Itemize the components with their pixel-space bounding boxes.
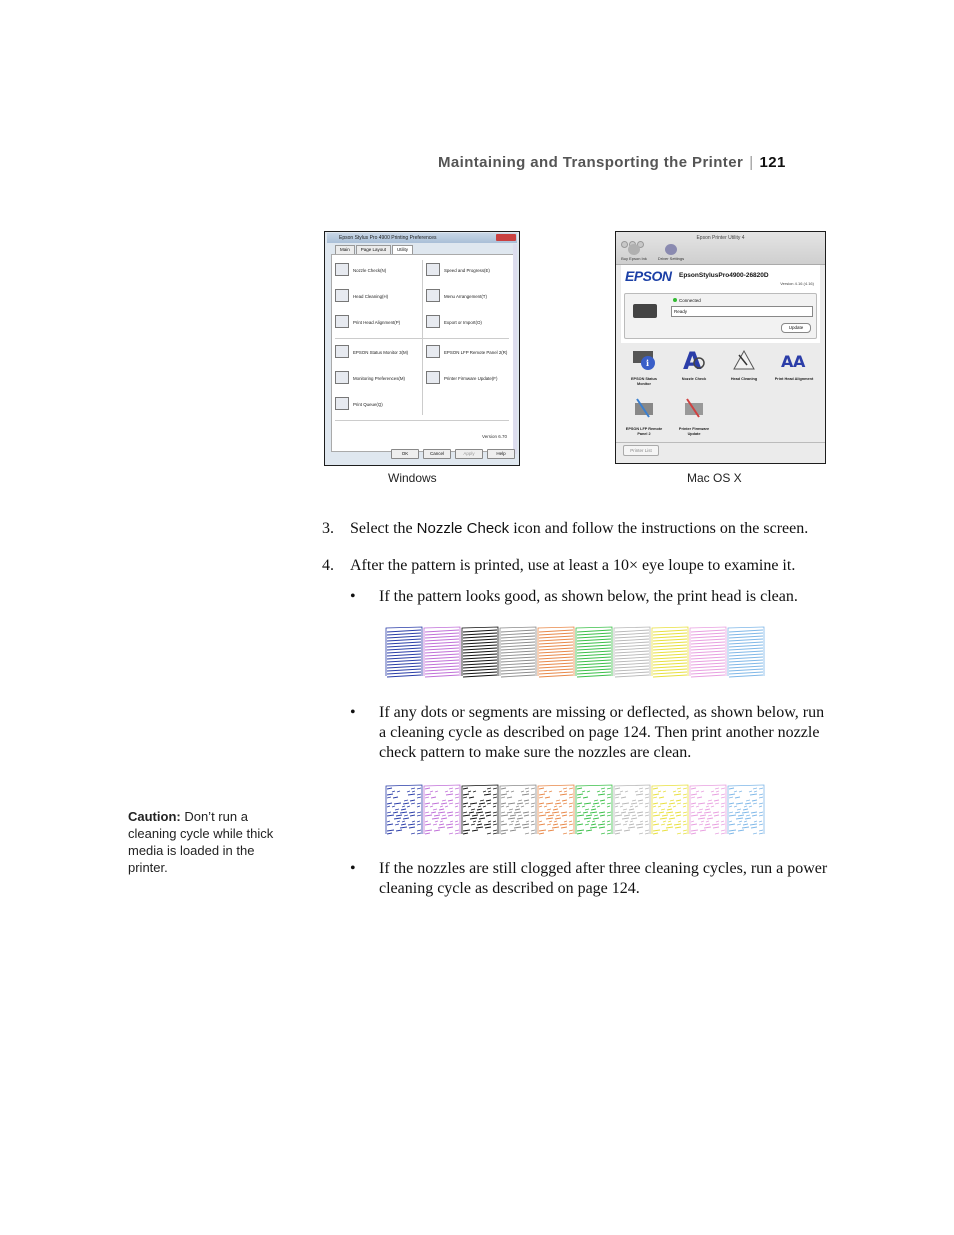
window-controls [496,234,516,241]
nozzle-block [500,785,536,834]
tab-utility[interactable]: Utility [392,245,413,254]
nozzle-block [690,627,726,677]
version-label: Version 4.16 (4.16) [780,281,814,286]
ink-icon [628,244,640,255]
menu-arrangement-icon[interactable] [426,289,440,302]
print-queue-icon[interactable] [335,397,349,410]
nozzle-block [538,785,574,834]
bullet-mark: • [350,588,356,605]
nozzle-block [500,627,536,677]
tool-label: Print Head Alignment [774,377,814,381]
printer-model: EpsonStylusPro4900-26820D [679,272,769,279]
step-text-after: icon and follow the instructions on the screen. [509,520,809,537]
nozzle-block [728,627,764,677]
utility-item-status-monitor[interactable]: EPSON Status Monitor 3(M) [353,350,409,355]
help-button[interactable]: Help [487,449,515,459]
running-header [438,154,830,176]
nozzle-block [576,785,612,834]
apply-button[interactable]: Apply [455,449,483,459]
tool-label: EPSON LFP Remote Panel 2 [625,427,663,436]
utility-item-menu-arrangement[interactable]: Menu Arrangement(T) [444,294,487,299]
nozzle-block [614,627,650,677]
epson-logo: EPSON [625,268,672,284]
nozzle-block [576,627,612,677]
bullet-text: If the pattern looks good, as shown below, the print head is clean. [379,588,798,605]
header-title: Maintaining and Transporting the Printer [438,154,744,171]
buy-ink-label: Buy Epson Ink [621,256,647,261]
nozzle-pattern-clogged [385,784,767,836]
nozzle-block [614,785,650,834]
bullet-text: If the nozzles are still clogged after three cleaning cycles, run a power cleaning cycle as described on page 124. [379,860,828,897]
bullet-power-cleaning [350,859,840,901]
connection-status: Connected [673,298,701,303]
remote-panel-icon[interactable] [426,345,440,358]
utility-item-print-queue[interactable]: Print Queue(Q) [353,402,383,407]
utility-item-head-cleaning[interactable]: Head Cleaning(H) [353,294,389,299]
tool-remote-panel[interactable] [624,395,664,437]
firmware-update-icon [681,395,707,423]
svg-text:i: i [646,358,650,368]
buy-ink-button[interactable] [618,244,650,261]
window-title: Epson Printer Utility 4 [696,235,745,241]
driver-settings-button[interactable] [652,244,690,261]
utility-pane [331,254,514,452]
utility-item-remote-panel[interactable]: EPSON LFP Remote Panel 2(R) [444,350,508,355]
svg-text:A: A [793,352,806,371]
caution-text: Don’t run a cleaning cycle while thick media is loaded in the printer. [128,809,274,875]
tool-nozzle-check[interactable] [674,345,714,382]
bullet-mark: • [350,860,356,877]
update-button[interactable]: Update [781,323,811,333]
head-alignment-icon[interactable] [335,315,349,328]
nozzle-check-icon[interactable] [335,263,349,276]
head-cleaning-icon [731,345,757,373]
caption-windows: Windows [388,471,437,485]
nozzle-block [652,627,688,677]
head-alignment-icon [781,345,807,373]
printer-icon [633,304,657,318]
divider [422,260,423,415]
tool-status-monitor[interactable] [624,345,664,387]
svg-text:A: A [683,347,702,373]
bullet-pattern-bad [350,703,840,765]
head-cleaning-icon[interactable] [335,289,349,302]
nozzle-block [462,785,498,834]
utility-item-monitoring-preferences[interactable]: Monitoring Preferences(M) [353,376,405,381]
speed-progress-icon[interactable] [426,263,440,276]
step-text: After the pattern is printed, use at least a 10× eye loupe to examine it. [350,557,796,574]
tab-bar [335,245,414,254]
tool-head-cleaning[interactable] [724,345,764,382]
svg-text:A: A [781,352,794,371]
status-monitor-icon[interactable] [335,345,349,358]
utility-item-firmware-update[interactable]: Printer Firmware Update(F) [444,376,498,381]
tab-page-layout[interactable]: Page Layout [356,245,391,254]
nozzle-block [690,785,726,834]
nozzle-block [538,627,574,677]
caution-note [128,808,288,876]
nozzle-pattern-good [385,626,767,678]
utility-item-speed-progress[interactable]: Speed and Progress(E) [444,268,490,273]
printer-info-panel [621,265,820,343]
step-4 [322,556,842,578]
utility-item-export-import[interactable]: Export or Import(O) [444,320,482,325]
bullet-pattern-good [350,587,840,609]
tool-label: Printer Firmware Update [678,427,710,436]
version-label: Version 6.70 [481,434,507,439]
export-import-icon[interactable] [426,315,440,328]
divider [616,442,825,443]
printer-list-button[interactable]: Printer List [623,445,659,456]
step-text [350,519,808,539]
header-separator: | [749,154,754,171]
cancel-button[interactable]: Cancel [423,449,451,459]
status-box [624,293,817,339]
nozzle-block [652,785,688,834]
bullet-text: If any dots or segments are missing or deflected, as shown below, run a cleaning cycle as described on page 124. Then print another nozzle check pattern to make sure the nozzles are clean. [379,704,825,761]
step-number: 3. [322,520,334,537]
step-3 [322,519,842,541]
nozzle-check-icon [681,345,707,373]
nozzle-block [728,785,764,834]
nozzle-block [386,785,422,834]
step-text-before: Select the [350,520,417,537]
monitoring-preferences-icon[interactable] [335,371,349,384]
tool-firmware-update[interactable] [674,395,714,437]
driver-settings-label: Driver Settings [657,256,685,261]
page-number: 121 [759,154,786,171]
window-title: Epson Stylus Pro 4900 Printing Preferences [327,233,517,243]
bullet-mark: • [350,704,356,721]
status-monitor-icon [631,345,657,373]
caption-mac: Mac OS X [687,471,742,485]
caution-label: Caution: [128,809,181,824]
status-field: Ready [671,306,813,317]
utility-item-head-alignment[interactable]: Print Head Alignment(P) [353,320,401,325]
scrollbar[interactable] [513,244,517,454]
nozzle-block [424,785,460,834]
tool-print-head-alignment[interactable] [774,345,814,382]
gear-icon [665,244,677,255]
divider [335,420,509,421]
tool-label: Head Cleaning [730,377,758,381]
ok-button[interactable]: OK [391,449,419,459]
ui-term: Nozzle Check [416,520,510,537]
nozzle-block [424,627,460,677]
remote-panel-icon [631,395,657,423]
nozzle-block [386,627,422,677]
mac-utility-screenshot [615,231,826,464]
step-number: 4. [322,557,334,574]
tool-label: Nozzle Check [681,377,707,381]
tab-main[interactable]: Main [335,245,355,254]
toolbar [616,232,825,265]
windows-utility-screenshot [324,231,520,466]
utility-item-nozzle-check[interactable]: Nozzle Check(N) [353,268,387,273]
firmware-update-icon[interactable] [426,371,440,384]
tool-label: EPSON Status Monitor [631,377,657,386]
nozzle-block [462,627,498,677]
